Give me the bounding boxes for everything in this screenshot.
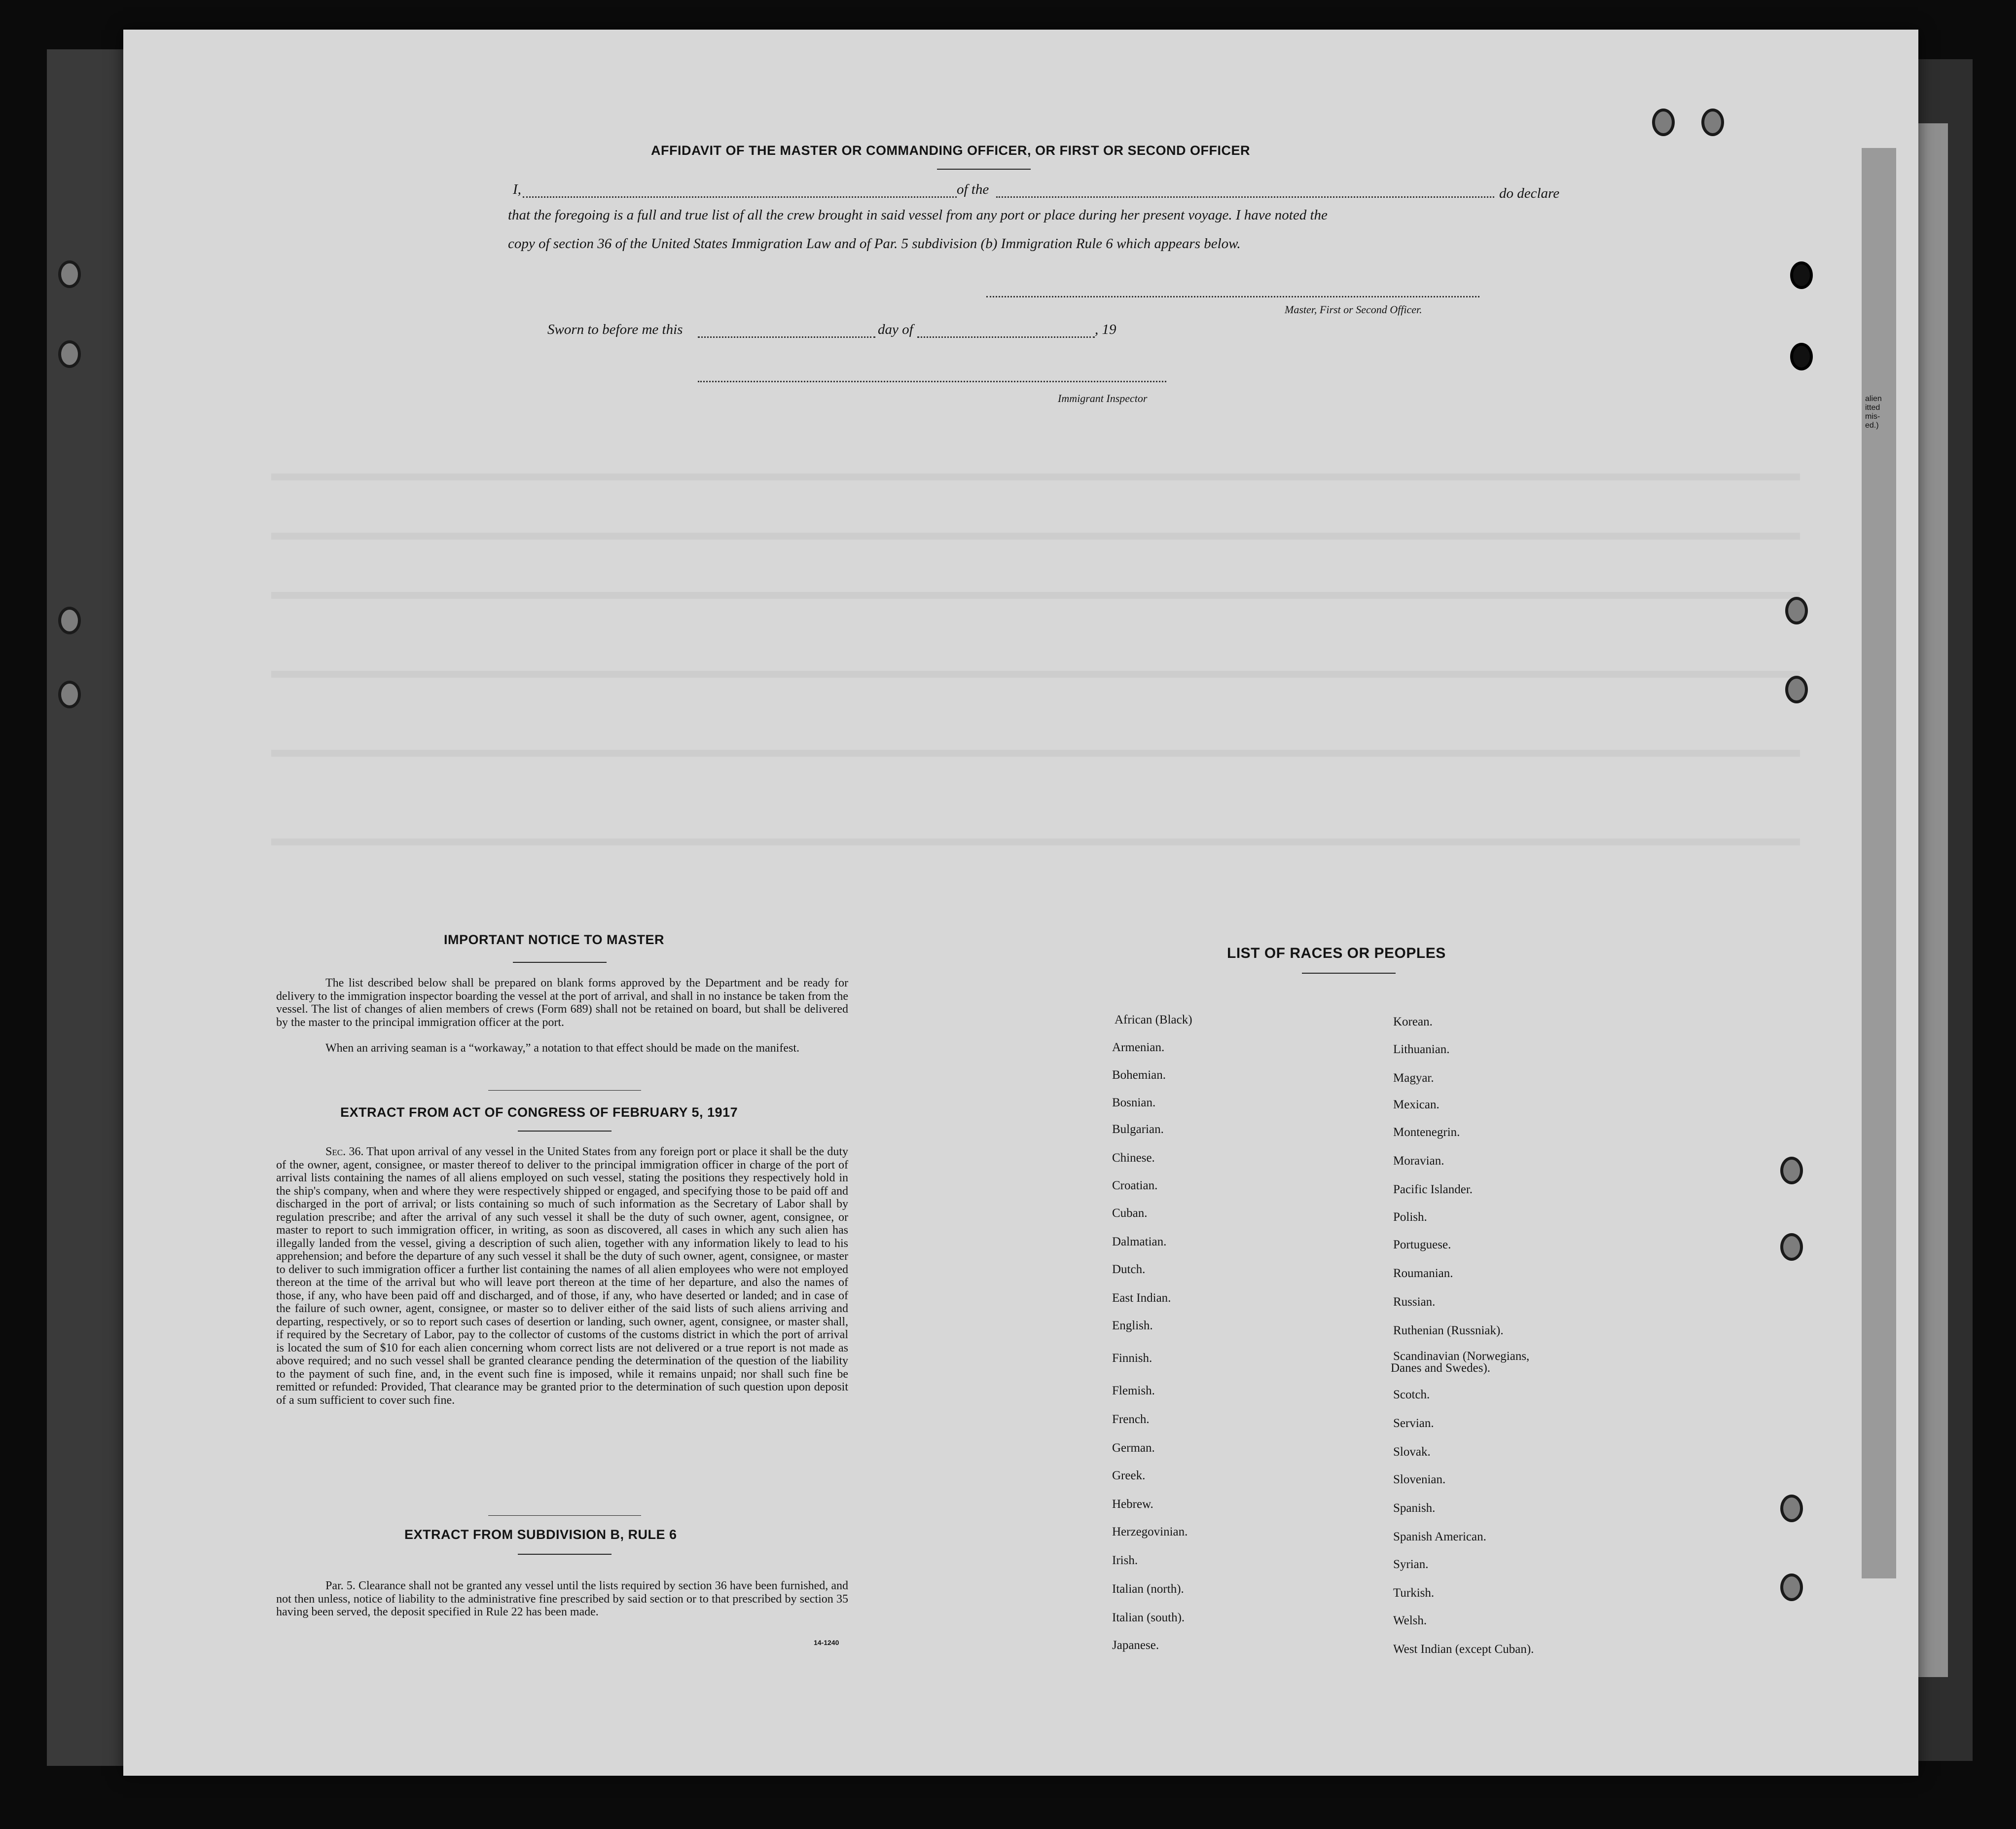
race-item: Pacific Islander. bbox=[1393, 1183, 1473, 1196]
extract-act-body bbox=[276, 1145, 848, 1407]
punch-hole-icon bbox=[1785, 597, 1808, 624]
section-label: Sec. 36. bbox=[325, 1145, 364, 1158]
punch-hole-icon bbox=[1780, 1573, 1803, 1601]
race-item: Moravian. bbox=[1393, 1154, 1444, 1168]
punch-hole-icon bbox=[1780, 1495, 1803, 1522]
race-item: Spanish American. bbox=[1393, 1530, 1486, 1543]
punch-hole-icon bbox=[58, 681, 81, 708]
races-title-rule bbox=[1302, 973, 1396, 974]
name-field[interactable] bbox=[523, 196, 957, 198]
sworn-day-of: day of bbox=[878, 322, 913, 337]
sworn-prefix: Sworn to before me this bbox=[547, 322, 683, 337]
master-signature-label: Master, First or Second Officer. bbox=[1285, 303, 1422, 316]
race-item: Russian. bbox=[1393, 1295, 1436, 1309]
bleed-through bbox=[271, 839, 1800, 845]
section-divider-2 bbox=[488, 1515, 641, 1516]
race-item: Herzegovinian. bbox=[1112, 1525, 1188, 1538]
notice-title: IMPORTANT NOTICE TO MASTER bbox=[444, 932, 664, 947]
race-item: Armenian. bbox=[1112, 1041, 1165, 1054]
race-item: Greek. bbox=[1112, 1469, 1146, 1482]
affidavit-line2: that the foregoing is a full and true list of all the crew brought in said vessel from any port or place during her present voyage. I have noted the bbox=[508, 207, 1328, 223]
underlying-page-left bbox=[47, 49, 136, 1766]
punch-hole-icon bbox=[1790, 343, 1813, 370]
extract-rule-title-rule bbox=[518, 1554, 612, 1555]
race-item: Hebrew. bbox=[1112, 1498, 1153, 1511]
race-item: Scotch. bbox=[1393, 1388, 1430, 1401]
affidavit-line3: copy of section 36 of the United States Immigration Law and of Par. 5 subdivision (b) Immigration Rule 6 which appears below. bbox=[508, 236, 1241, 252]
race-item: Finnish. bbox=[1112, 1352, 1152, 1365]
race-item: Syrian. bbox=[1393, 1558, 1429, 1571]
notice-para2: When an arriving seaman is a “workaway,” a notation to that effect should be made on the manifest. bbox=[325, 1042, 799, 1055]
notice-para1: The list described below shall be prepared on blank forms approved by the Department and be ready for delivery to the immigration inspector boarding the vessel at the port of arrival, and shall in no instance be taken from the vessel. The list of changes of alien members of crews (Form 689) shall not be retained on board, but shall be delivered by the master to the principal immigration officer at the port. bbox=[276, 977, 848, 1029]
form-number: 14-1240 bbox=[814, 1639, 839, 1646]
bleed-through bbox=[271, 750, 1800, 757]
section-text: That upon arrival of any vessel in the United States from any foreign port or place it shall be the duty of the owner, agent, consignee, or master thereof to deliver to the principal immigration officer in charge of the port of arrival lists containing the names of all aliens employed on such vessel, stating the positions they respectively hold in the ship's company, when and where they were respectively shipped or engaged, and specifying those to be paid off and discharged in the port of arrival; or lists containing so much of such information as the Secretary of Labor shall by regulation prescribe; and after the arrival of any such vessel it shall be the duty of such owner, agent, consignee, or master to report to such immigration officer, in writing, as soon as discovered, all cases in which any such alien has illegally landed from the vessel, giving a description of such alien, together with any information likely to lead to his apprehension; and before the departure of any such vessel it shall be the duty of such owner, agent, consignee, or master to deliver to such immigration officer a further list containing the names of all alien employees who were not employed thereon at the time of the arrival but who will leave port thereon at the time of her departure, and also the names of those, if any, who have been paid off and discharged, and of those, if any, who have deserted or landed; and in case of the failure of such owner, agent, consignee, or master so to deliver either of the said lists of such aliens arriving and departing, respectively, or so to report such cases of desertion or landing, such owner, agent, consignee, or master shall, if required by the Secretary of Labor, pay to the collector of customs of the customs district in which the port of arrival is located the sum of $10 for each alien concerning whom correct lists are not delivered or a true report is not made as above required; and no such vessel shall be granted clearance pending the determination of the question of the liability to the payment of such fine, and, in the event such fine is imposed, while it remains unpaid; nor shall such fine be remitted or refunded: Provided, That clearance may be granted prior to the determination of such question upon deposit of a sum sufficient to cover such fine. bbox=[276, 1145, 848, 1407]
vessel-field[interactable] bbox=[996, 196, 1494, 198]
race-item: Dutch. bbox=[1112, 1263, 1146, 1276]
extract-act-title-rule bbox=[518, 1131, 612, 1132]
race-item: Spanish. bbox=[1393, 1501, 1436, 1515]
inspector-label: Immigrant Inspector bbox=[1058, 392, 1148, 404]
sworn-day-field[interactable] bbox=[698, 336, 875, 338]
race-item: Mexican. bbox=[1393, 1098, 1440, 1111]
affidavit-i: I, bbox=[513, 182, 521, 197]
notice-title-rule bbox=[513, 962, 607, 963]
race-item: Ruthenian (Russniak). bbox=[1393, 1324, 1504, 1337]
race-item: Slovak. bbox=[1393, 1445, 1431, 1459]
affidavit-do-declare: do declare bbox=[1499, 185, 1560, 201]
race-item: Bulgarian. bbox=[1112, 1123, 1164, 1136]
race-item: Irish. bbox=[1112, 1554, 1138, 1567]
bleed-through bbox=[271, 474, 1800, 480]
race-item: African (Black) bbox=[1115, 1013, 1192, 1026]
inspector-signature-line[interactable] bbox=[698, 381, 1166, 382]
race-item: French. bbox=[1112, 1413, 1150, 1426]
race-item: Italian (north). bbox=[1112, 1582, 1184, 1596]
race-item: Bohemian. bbox=[1112, 1068, 1166, 1082]
race-item: Dalmatian. bbox=[1112, 1235, 1167, 1248]
sworn-year: , 19 bbox=[1095, 322, 1116, 337]
race-item: Scandinavian (Norwegians, bbox=[1393, 1350, 1530, 1363]
punch-hole-icon bbox=[1701, 109, 1724, 136]
race-item: Cuban. bbox=[1112, 1207, 1148, 1220]
punch-hole-icon bbox=[58, 340, 81, 368]
race-item: Lithuanian. bbox=[1393, 1043, 1450, 1056]
edge-text-fragment: alien itted mis- ed.) bbox=[1865, 395, 1882, 430]
section-divider bbox=[488, 1090, 641, 1091]
race-item: Welsh. bbox=[1393, 1614, 1427, 1627]
race-item: East Indian. bbox=[1112, 1291, 1171, 1305]
punch-hole-icon bbox=[58, 607, 81, 634]
race-item: Montenegrin. bbox=[1393, 1126, 1460, 1139]
race-item: Portuguese. bbox=[1393, 1238, 1451, 1251]
race-item: Bosnian. bbox=[1112, 1096, 1156, 1109]
race-item: Italian (south). bbox=[1112, 1611, 1185, 1624]
extract-rule-body: Par. 5. Clearance shall not be granted any vessel until the lists required by section 36 have been furnished, and not then unless, notice of liability to the administrative fine prescribed by said section or to that prescribed by section 35 having been served, the deposit specified in Rule 22 has been made. bbox=[276, 1579, 848, 1618]
race-item: Chinese. bbox=[1112, 1151, 1155, 1165]
underlying-page-edge bbox=[1862, 148, 1896, 1578]
bleed-through bbox=[271, 592, 1800, 599]
punch-hole-icon bbox=[1785, 676, 1808, 703]
race-item: English. bbox=[1112, 1319, 1153, 1332]
race-item: West Indian (except Cuban). bbox=[1393, 1643, 1534, 1656]
affidavit-title-rule bbox=[937, 169, 1031, 170]
punch-hole-icon bbox=[58, 260, 81, 288]
bleed-through bbox=[271, 671, 1800, 678]
extract-rule-title: EXTRACT FROM SUBDIVISION B, RULE 6 bbox=[404, 1527, 677, 1542]
affidavit-of-the: of the bbox=[957, 182, 989, 197]
punch-hole-icon bbox=[1780, 1157, 1803, 1184]
races-title: LIST OF RACES OR PEOPLES bbox=[1227, 945, 1446, 961]
affidavit-title: AFFIDAVIT OF THE MASTER OR COMMANDING OFFICER, OR FIRST OR SECOND OFFICER bbox=[651, 143, 1250, 158]
punch-hole-icon bbox=[1790, 261, 1813, 289]
affidavit-page bbox=[123, 30, 1918, 1776]
race-item: Slovenian. bbox=[1393, 1473, 1446, 1486]
race-item: Flemish. bbox=[1112, 1384, 1155, 1397]
punch-hole-icon bbox=[1780, 1233, 1803, 1261]
race-item: Servian. bbox=[1393, 1417, 1434, 1430]
race-item: Danes and Swedes). bbox=[1391, 1361, 1491, 1375]
race-item: Korean. bbox=[1393, 1015, 1433, 1028]
master-signature-line[interactable] bbox=[986, 296, 1479, 297]
race-item: Turkish. bbox=[1393, 1586, 1435, 1600]
punch-hole-icon bbox=[1652, 109, 1675, 136]
extract-act-title: EXTRACT FROM ACT OF CONGRESS OF FEBRUARY 5, 1917 bbox=[340, 1105, 738, 1120]
race-item: Magyar. bbox=[1393, 1071, 1434, 1085]
race-item: German. bbox=[1112, 1441, 1155, 1455]
race-item: Croatian. bbox=[1112, 1179, 1158, 1192]
race-item: Polish. bbox=[1393, 1210, 1427, 1224]
race-item: Japanese. bbox=[1112, 1639, 1159, 1652]
sworn-month-field[interactable] bbox=[917, 336, 1095, 338]
race-item: Roumanian. bbox=[1393, 1267, 1453, 1280]
bleed-through bbox=[271, 533, 1800, 540]
